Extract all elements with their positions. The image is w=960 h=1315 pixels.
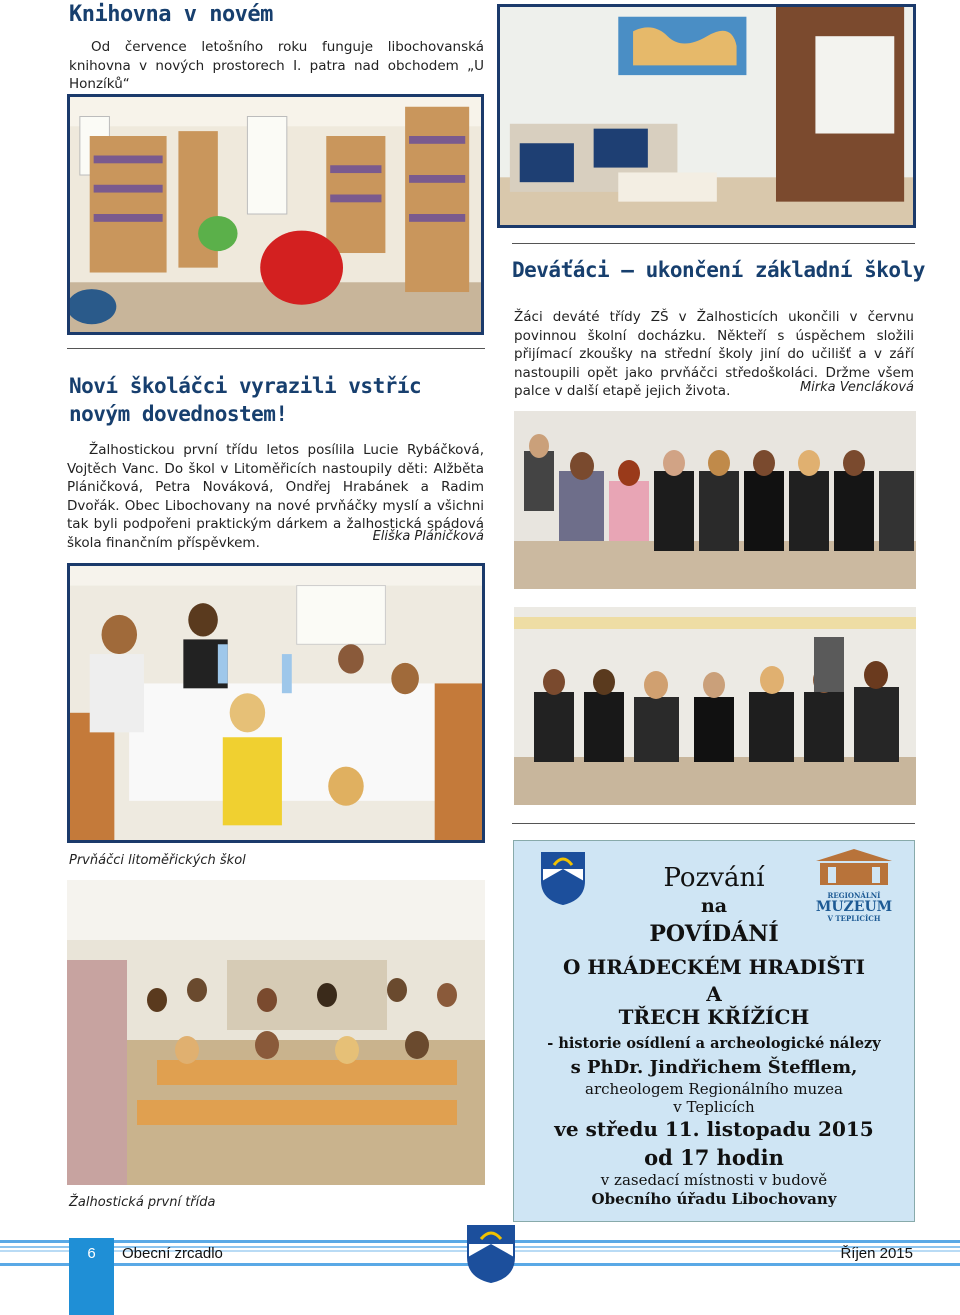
poster-line-9: archeologem Regionálního muzea <box>585 1080 843 1098</box>
firstgraders-rule <box>67 348 485 349</box>
library-photo-room <box>497 4 916 228</box>
footer-page-number: 6 <box>87 1245 96 1262</box>
museum-logo-small: REGIONÁLNÍ <box>827 891 881 900</box>
poster-line-10: v Teplicích <box>673 1098 755 1116</box>
poster-line-6: TŘECH KŘÍŽÍCH <box>618 1005 810 1029</box>
ninth-text: Žáci deváté třídy ZŠ v Žalhosticích ukončili v červnu povinnou školní docházku. Někteří s úspěchem složili přijímací zkoušky na střední školy jiní do učilišť a v září nastoupili opět jako prvňáčci středoškoláci. Držme všem palce v další etapě jejich života. <box>514 309 914 399</box>
poster-line-8: s PhDr. Jindřichem Štefflem, <box>570 1057 858 1078</box>
ninth-author: Mirka Vencláková <box>799 380 914 395</box>
firstgraders-text: Žalhostickou první třídu letos posílila Lucie Rybáčková, Vojtěch Vanc. Do škol v Litoměřicích nastoupily děti: Alžběta Pláničková, Petra Nováková, Ondřej Hrabánek a Radim Dvořák. Obec Libochovany na nové prvňáčky myslí a všichni tak byli podpořeni praktickým dárkem a žalhostická spádová škola finančním příspěvkem. <box>67 442 484 551</box>
footer-publication: Obecní zrcadlo <box>122 1245 223 1262</box>
poster-line-4: O HRÁDECKÉM HRADIŠTI <box>562 955 866 979</box>
ninth-rule <box>512 243 915 244</box>
museum-logo-big: MUZEUM <box>815 899 893 915</box>
library-photo-bookshelves <box>67 94 484 335</box>
footer-coat-of-arms-icon <box>466 1224 516 1284</box>
poster-line-11: ve středu 11. listopadu 2015 <box>554 1117 874 1141</box>
poster-line-2: na <box>700 895 728 917</box>
firstgraders-caption-1: Prvňáčci litoměřických škol <box>69 853 246 868</box>
poster-rule <box>512 823 915 824</box>
firstgraders-photo-2 <box>67 880 485 1185</box>
poster-line-14: Obecního úřadu Libochovany <box>591 1190 837 1208</box>
library-title: Knihovna v novém <box>69 2 273 27</box>
poster-line-5: A <box>706 982 722 1006</box>
library-text: Od července letošního roku funguje libochovanská knihovna v nových prostorech I. patra nad obchodem „U Honzíků“ <box>69 39 484 92</box>
poster-line-13: v zasedací místnosti v budově <box>600 1171 828 1189</box>
poster-line-3: POVÍDÁNÍ <box>649 921 779 947</box>
museum-logo-city: V TEPLICÍCH <box>827 914 881 923</box>
firstgraders-title: Noví školáčci vyrazili vstříc novým dovednostem! <box>69 374 422 426</box>
poster-line-7: - historie osídlení a archeologické nálezy <box>547 1035 881 1052</box>
footer-issue: Říjen 2015 <box>840 1245 913 1262</box>
ninth-photo-2 <box>514 607 916 805</box>
ninth-photo-1 <box>514 411 916 589</box>
firstgraders-photo-1 <box>67 563 485 843</box>
lecture-poster <box>513 840 915 1222</box>
poster-line-12: od 17 hodin <box>644 1145 784 1170</box>
ninth-title: Deváťáci – ukončení základní školy <box>512 258 925 282</box>
poster-line-1: Pozvání <box>663 863 765 893</box>
firstgraders-author: Eliška Pláničková <box>372 529 484 544</box>
firstgraders-caption-2: Žalhostická první třída <box>69 1195 216 1210</box>
